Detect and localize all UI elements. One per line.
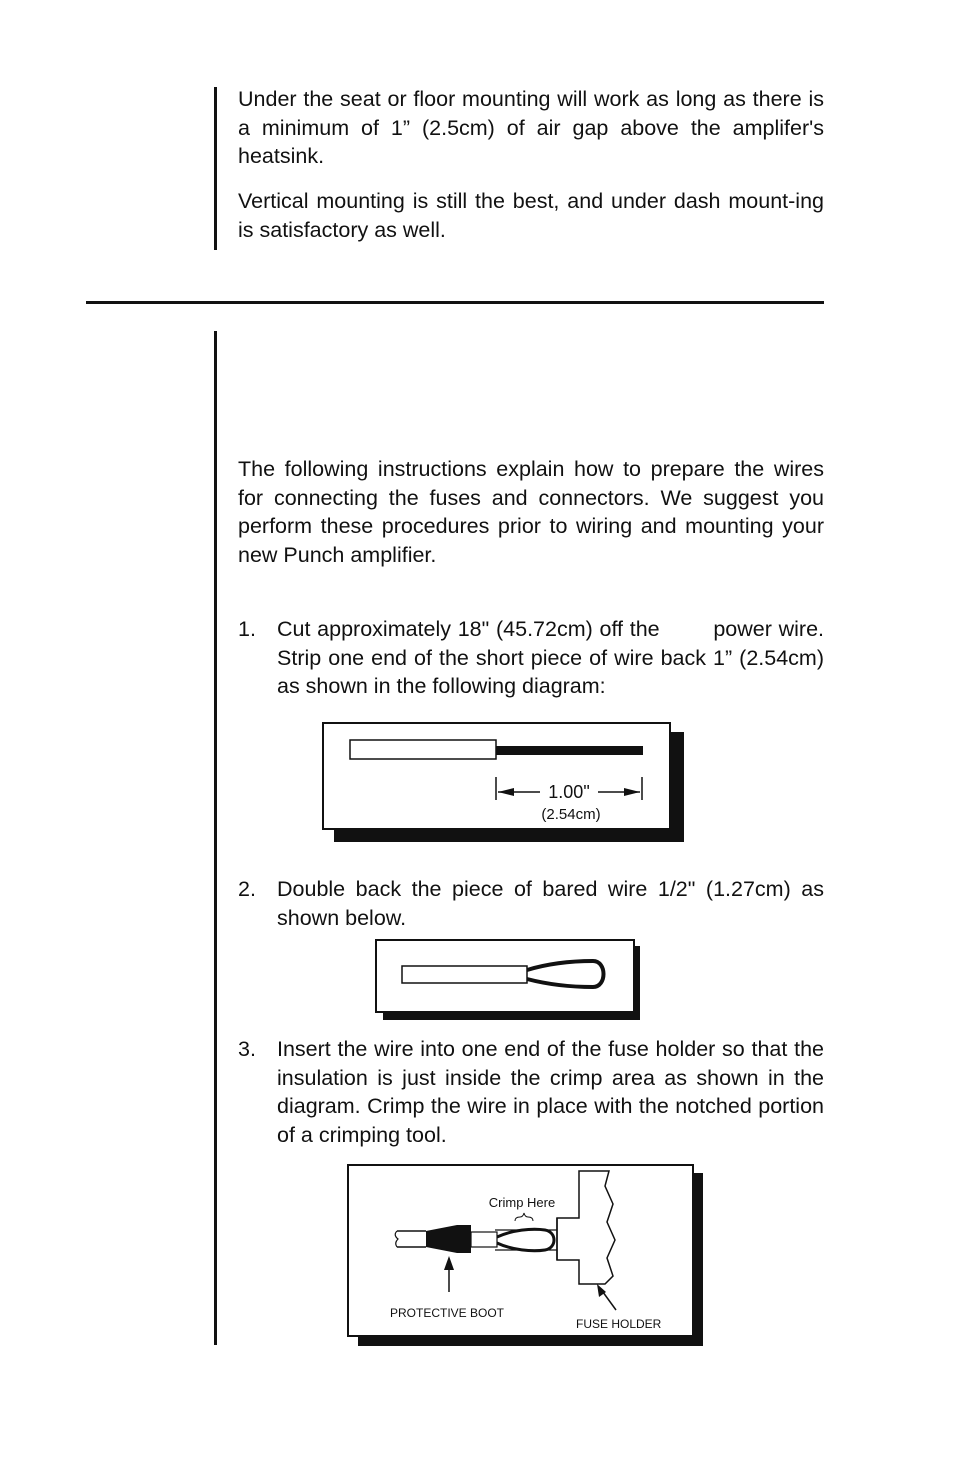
dimension-metric-label: (2.54cm): [541, 806, 601, 823]
fuse-holder-label: FUSE HOLDER: [576, 1317, 662, 1331]
section-divider: [86, 301, 824, 304]
doubled-wire-diagram: [375, 939, 641, 1021]
intro-paragraph-2: Vertical mounting is still the best, and under dash mount-ing is satisfactory as well.: [238, 189, 824, 242]
step-number: 2.: [238, 877, 256, 901]
bare-conductor: [496, 746, 643, 755]
margin-bar-top: [214, 87, 217, 250]
wire-insulation: [350, 740, 496, 759]
figure-frame: [323, 723, 670, 829]
wire-insulation: [402, 966, 527, 983]
step-1: [238, 615, 830, 701]
step-number: 3.: [238, 1037, 256, 1061]
strip-diagram: [322, 722, 684, 844]
crimp-label: Crimp Here: [488, 1195, 556, 1210]
step-2: [238, 875, 824, 932]
step-text: Cut approximately 18" (45.72cm) off the power wire. Strip one end of the short piece of wire back 1” (2.54cm) as shown in the following diagram:: [277, 617, 830, 698]
intro-paragraph-1: Under the seat or floor mounting will work as long as there is a minimum of 1” (2.5cm) of air gap above the amplifer's heatsink.: [238, 87, 824, 168]
margin-bar-main: [214, 331, 217, 1345]
step-text: Double back the piece of bared wire 1/2" (1.27cm) as shown below.: [277, 877, 824, 930]
step-number: 1.: [238, 617, 256, 641]
crimp-diagram: [347, 1164, 704, 1347]
boot-label: PROTECTIVE BOOT: [390, 1306, 505, 1320]
step-text: Insert the wire into one end of the fuse holder so that the insulation is just inside the crimp area as shown in the diagram. Crimp the wire in place with the notched portion of a crimping tool.: [277, 1037, 824, 1147]
step-3: [238, 1035, 824, 1149]
section-intro: The following instructions explain how to prepare the wires for connecting the fuses and connectors. We suggest you perform these procedures prior to wiring and mounting your new Punch amplifier.: [238, 457, 824, 567]
dimension-label: 1.00": [548, 782, 590, 802]
